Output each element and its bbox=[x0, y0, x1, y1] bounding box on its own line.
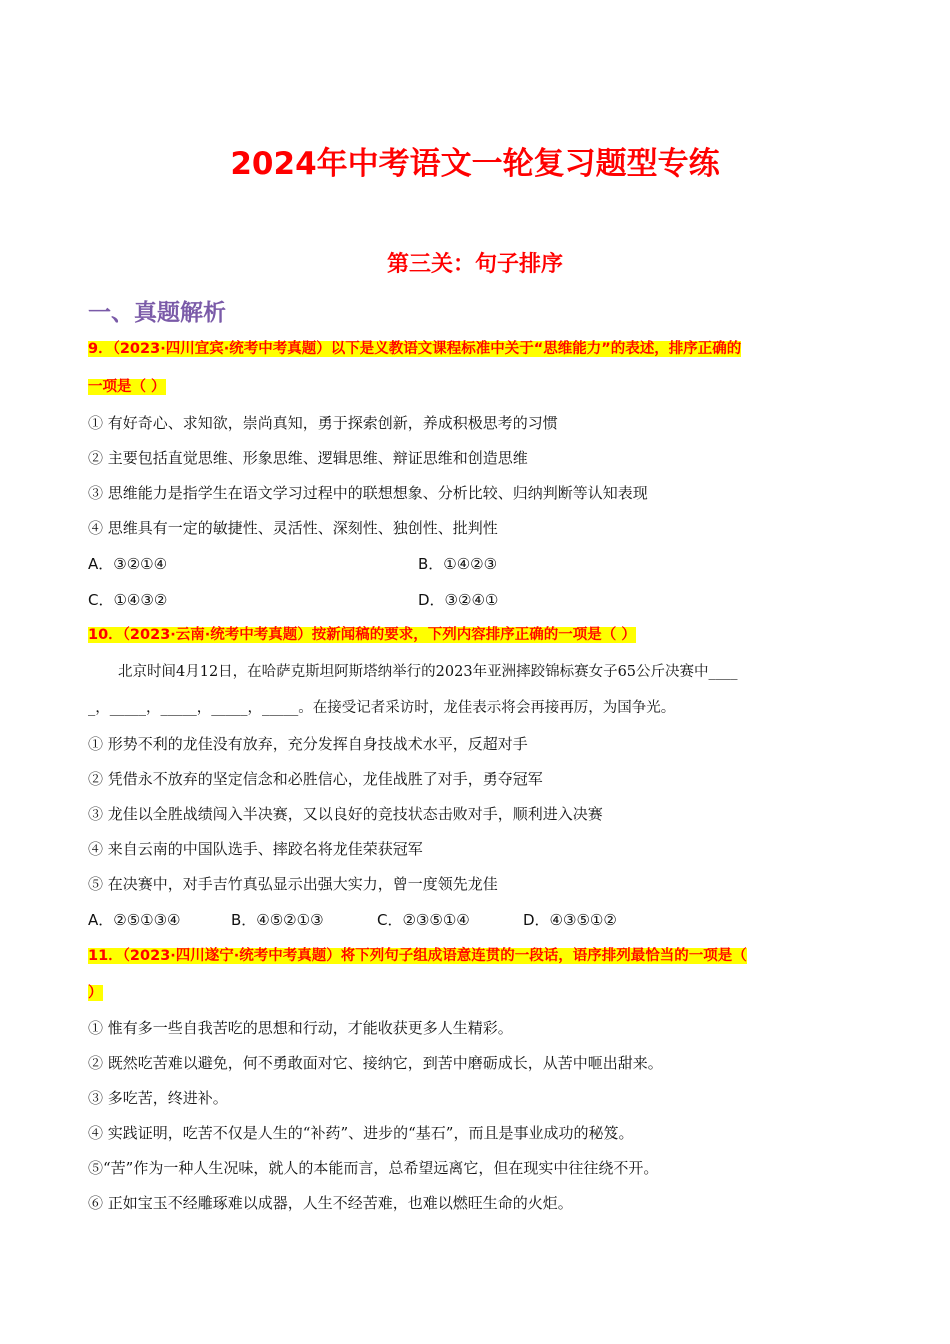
section-subtitle: 第三关：句子排序 bbox=[386, 252, 563, 277]
question-9-header-line1: 9．（2023·四川宜宾·统考中考真题）以下是义教语文课程标准中关于“思维能力”的表述，排序正确的 bbox=[88, 341, 742, 357]
question-10-option-d: D．④③⑤①② bbox=[523, 911, 617, 929]
question-11-item: ① 惟有多一些自我苦吃的思想和行动，才能收获更多人生精彩。 bbox=[88, 1019, 513, 1037]
question-9-option-b: B．①④②③ bbox=[418, 555, 498, 573]
document-title: 2024年中考语文一轮复习题型专练 bbox=[230, 146, 720, 182]
question-10-passage-line1: 北京时间4月12日，在哈萨克斯坦阿斯塔纳举行的2023年亚洲摔跤锦标赛女子65公斤决赛中____ bbox=[118, 664, 738, 680]
question-11-header-line1: 11．（2023·四川遂宁·统考中考真题）将下列句子组成语意连贯的一段话，语序排列最恰当的一项是（ bbox=[88, 948, 747, 964]
question-10-item: ④ 来自云南的中国队选手、摔跤名将龙佳荣获冠军 bbox=[88, 840, 423, 858]
question-11-header-line2: ） bbox=[88, 985, 103, 1001]
question-11-item: ⑥ 正如宝玉不经雕琢难以成器，人生不经苦难，也难以燃旺生命的火炬。 bbox=[88, 1194, 573, 1212]
question-10-option-a: A．②⑤①③④ bbox=[88, 911, 181, 929]
question-9-item: ② 主要包括直觉思维、形象思维、逻辑思维、辩证思维和创造思维 bbox=[88, 449, 528, 467]
question-11-item: ③ 多吃苦，终进补。 bbox=[88, 1089, 228, 1107]
question-9-item: ③ 思维能力是指学生在语文学习过程中的联想想象、分析比较、归纳判断等认知表现 bbox=[88, 484, 648, 502]
question-10-header: 10．（2023·云南·统考中考真题）按新闻稿的要求，下列内容排序正确的一项是（ ） bbox=[88, 627, 636, 643]
question-10-item: ⑤ 在决赛中，对手吉竹真弘显示出强大实力，曾一度领先龙佳 bbox=[88, 875, 498, 893]
question-9-header-line2: 一项是（ ） bbox=[88, 379, 166, 395]
question-11-item: ② 既然吃苦难以避免，何不勇敢面对它、接纳它，到苦中磨砺成长，从苦中咂出甜来。 bbox=[88, 1054, 663, 1072]
question-9-item: ④ 思维具有一定的敏捷性、灵活性、深刻性、独创性、批判性 bbox=[88, 519, 498, 537]
question-10-option-b: B．④⑤②①③ bbox=[231, 911, 324, 929]
question-10-passage-line2: _，_____，_____，_____，_____。在接受记者采访时，龙佳表示将会再接再厉，为国争光。 bbox=[88, 700, 676, 716]
question-9-option-d: D．③②④① bbox=[418, 591, 499, 609]
question-10-item: ② 凭借永不放弃的坚定信念和必胜信心，龙佳战胜了对手，勇夺冠军 bbox=[88, 770, 543, 788]
question-10-option-c: C．②③⑤①④ bbox=[377, 911, 470, 929]
question-10-item: ③ 龙佳以全胜战绩闯入半决赛，又以良好的竞技状态击败对手，顺利进入决赛 bbox=[88, 805, 603, 823]
question-11-item: ⑤“苦”作为一种人生况味，就人的本能而言，总希望远离它，但在现实中往往绕不开。 bbox=[88, 1159, 659, 1177]
question-9-item: ① 有好奇心、求知欲，崇尚真知，勇于探索创新，养成积极思考的习惯 bbox=[88, 414, 558, 432]
section-heading: 一、真题解析 bbox=[88, 300, 226, 326]
question-9-option-c: C．①④③② bbox=[88, 591, 168, 609]
question-10-item: ① 形势不利的龙佳没有放弃，充分发挥自身技战术水平，反超对手 bbox=[88, 735, 528, 753]
question-11-item: ④ 实践证明，吃苦不仅是人生的“补药”、进步的“基石”，而且是事业成功的秘笈。 bbox=[88, 1124, 634, 1142]
question-9-option-a: A．③②①④ bbox=[88, 555, 168, 573]
